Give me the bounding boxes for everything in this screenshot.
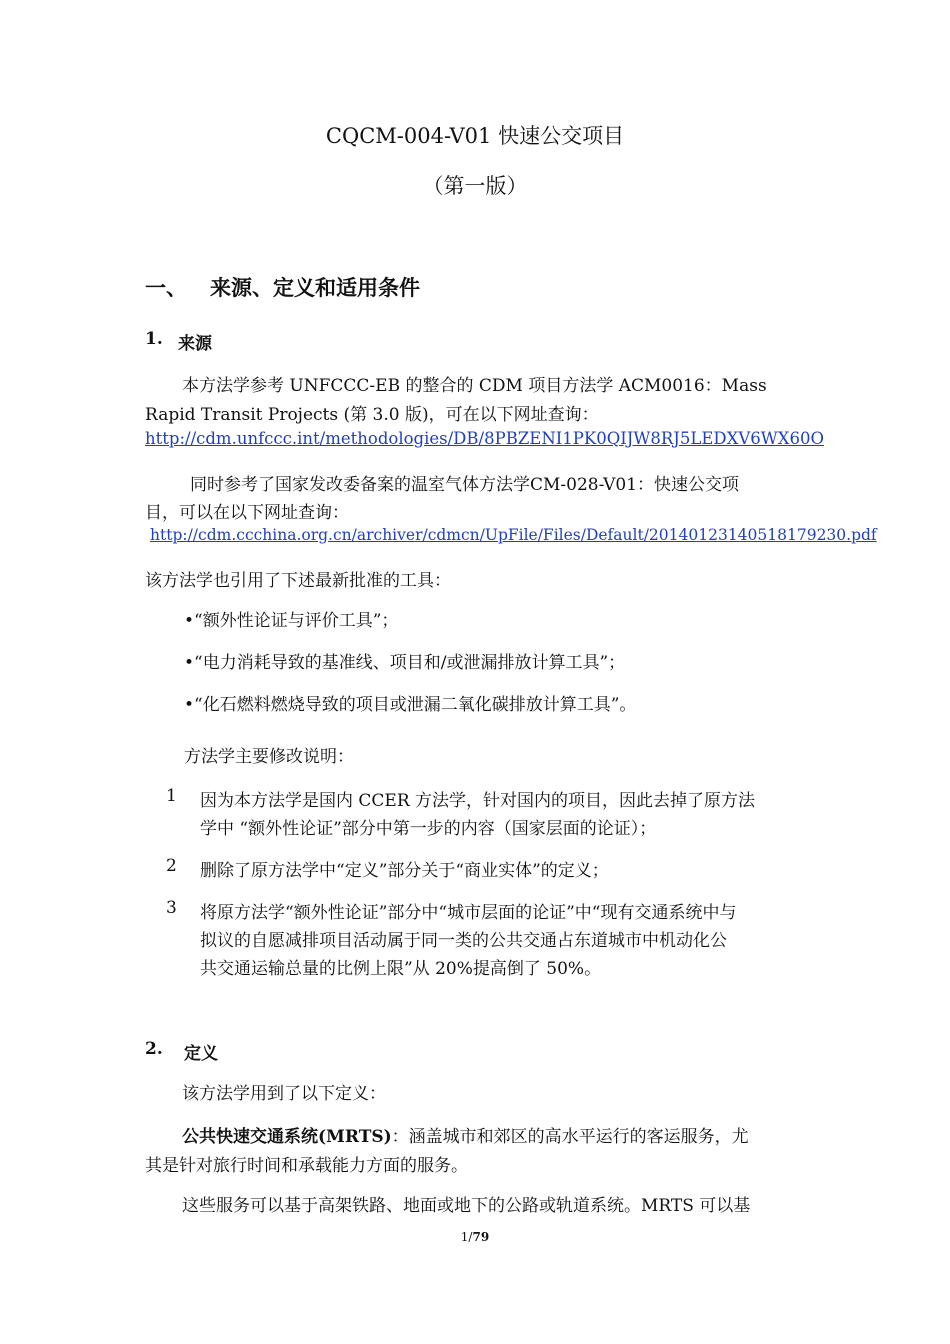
page-total: 79 [472,1230,490,1244]
change-marker: 2 [166,856,177,876]
change-marker: 3 [166,898,177,918]
change-1-line-2: 学中 “额外性论证”部分中第一步的内容（国家层面的论证）； [200,819,657,839]
tools-intro: 该方法学也引用了下述最新批准的工具： [145,571,451,591]
subsection-1-number: 1. [145,329,163,349]
page-current: 1/ [460,1230,473,1244]
change-marker: 1 [166,786,177,806]
reference-paragraph-line-1: 同时参考了国家发改委备案的温室气体方法学CM-028-V01：快速公交项 [190,475,740,495]
mrts-definition-text: ：涵盖城市和郊区的高水平运行的客运服务，尤 [391,1127,749,1147]
subsection-2-number: 2. [145,1039,163,1059]
document-subtitle: （第一版） [422,174,528,198]
document-title: CQCM-004-V01 快速公交项目 [325,124,625,148]
section-title: 来源、定义和适用条件 [210,275,420,300]
change-1-line-1: 因为本方法学是国内 CCER 方法学，针对国内的项目，因此去掉了原方法 [200,791,756,811]
section-number: 一、 [145,275,187,300]
mrts-definition-line-2: 其是针对旅行时间和承载能力方面的服务。 [145,1156,468,1176]
ccchina-methodology-link[interactable]: http://cdm.ccchina.org.cn/archiver/cdmcn/UpFile/Files/Default/20140123140518179230.pdf [150,526,877,544]
change-2-line-1: 删除了原方法学中“定义”部分关于“商业实体”的定义； [200,861,609,881]
unfccc-methodology-link[interactable]: http://cdm.unfccc.int/methodologies/DB/8PBZENI1PK0QIJW8RJ5LEDXV6WX60O [145,429,824,448]
change-3-line-1: 将原方法学“额外性论证”部分中“城市层面的论证”中“现有交通系统中与 [200,903,737,923]
reference-paragraph-line-2: 目，可以在以下网址查询： [145,503,349,523]
subsection-1-title: 来源 [178,334,212,354]
page-number [0,1230,950,1244]
source-paragraph-line-2: Rapid Transit Projects (第 3.0 版)，可在以下网址查询： [145,405,599,425]
definitions-intro: 该方法学用到了以下定义： [182,1084,386,1104]
mrts-description-line: 这些服务可以基于高架铁路、地面或地下的公路或轨道系统。MRTS 可以基 [182,1196,751,1216]
tool-item: •“额外性论证与评价工具”； [184,611,399,631]
source-paragraph-line-1: 本方法学参考 UNFCCC-EB 的整合的 CDM 项目方法学 ACM0016：Mass [182,376,767,396]
changes-intro: 方法学主要修改说明： [184,747,354,767]
mrts-term: 公共快速交通系统(MRTS) [182,1127,392,1147]
change-3-line-2: 拟议的自愿减排项目活动属于同一类的公共交通占东道城市中机动化公 [200,931,727,951]
tool-item: •“化石燃料燃烧导致的项目或泄漏二氧化碳排放计算工具”。 [184,695,637,715]
mrts-definition-line-1 [182,1122,749,1147]
change-3-line-3: 共交通运输总量的比例上限”从 20%提高倒了 50%。 [200,959,602,979]
subsection-2-title: 定义 [184,1044,218,1064]
tool-item: •“电力消耗导致的基准线、项目和/或泄漏排放计算工具”； [184,653,626,673]
